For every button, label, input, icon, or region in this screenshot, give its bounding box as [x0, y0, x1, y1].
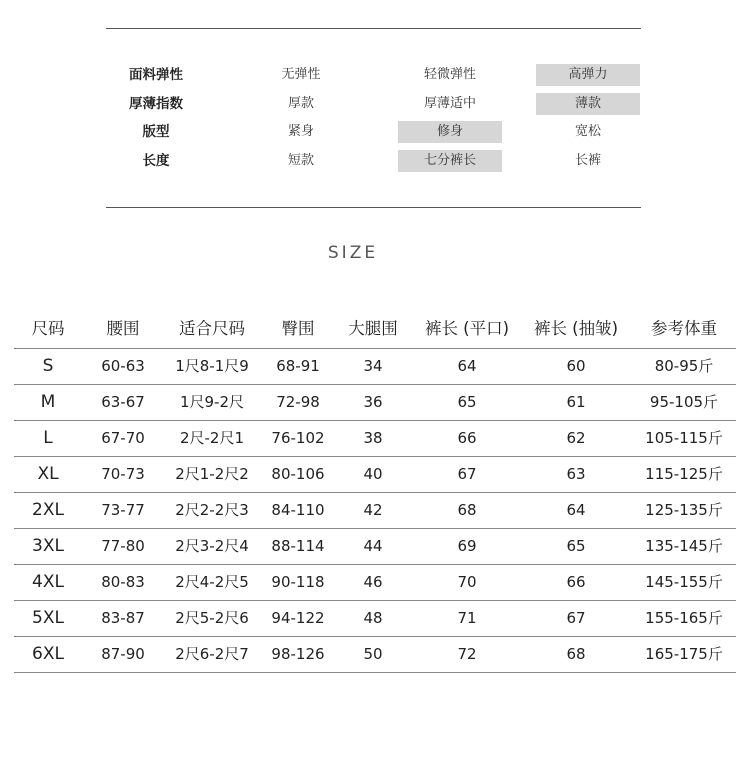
table-cell: 155-165斤	[645, 609, 723, 627]
table-cell: 145-155斤	[645, 573, 723, 591]
table-cell: 88-114	[271, 537, 325, 555]
size-label-cell: 5XL	[32, 608, 64, 628]
attr-option-selected: 高弹力	[536, 64, 640, 86]
table-cell: 46	[363, 573, 383, 591]
table-cell: 72-98	[276, 393, 320, 411]
table-cell: 64	[566, 501, 586, 519]
table-cell: 2尺4-2尺5	[175, 573, 249, 591]
attr-option: 长裤	[574, 152, 601, 168]
table-cell: 34	[363, 357, 383, 375]
table-cell: 83-87	[101, 609, 145, 627]
table-cell: 36	[363, 393, 383, 411]
table-cell: 63	[566, 465, 586, 483]
table-cell: 62	[566, 429, 586, 447]
table-cell: 77-80	[101, 537, 145, 555]
attr-option-selected: 七分裤长	[398, 150, 502, 172]
table-cell: 60-63	[101, 357, 145, 375]
table-cell: 72	[457, 645, 477, 663]
attr-option: 无弹性	[281, 67, 321, 82]
table-cell: 90-118	[271, 573, 325, 591]
size-table-header	[14, 310, 736, 349]
attr-label: 长度	[142, 152, 170, 169]
table-cell: 70-73	[101, 465, 145, 483]
table-cell: 73-77	[101, 501, 145, 519]
attr-label: 版型	[142, 124, 170, 140]
table-cell: 135-145斤	[645, 537, 723, 555]
size-label-cell: XL	[37, 464, 59, 484]
table-cell: 63-67	[101, 393, 145, 411]
table-cell: 80-106	[271, 465, 325, 483]
table-cell: 87-90	[101, 645, 145, 663]
attr-row-length	[106, 147, 641, 176]
table-cell: 115-125斤	[645, 465, 723, 483]
table-cell: 2尺1-2尺2	[175, 465, 249, 483]
table-row	[14, 421, 736, 457]
table-cell: 94-122	[271, 609, 325, 627]
table-cell: 48	[363, 609, 383, 627]
table-cell: 65	[566, 537, 586, 555]
table-cell: 2尺-2尺1	[179, 429, 245, 447]
table-cell: 68	[566, 645, 586, 663]
table-cell: 50	[363, 645, 383, 663]
table-cell: 38	[363, 429, 383, 447]
table-cell: 60	[566, 357, 586, 375]
size-label-cell: S	[42, 356, 54, 376]
table-cell: 66	[457, 429, 477, 447]
table-cell: 68-91	[276, 357, 320, 375]
attr-label: 面料弹性	[129, 67, 183, 83]
size-label-cell: 4XL	[32, 572, 64, 592]
size-title: SIZE	[327, 243, 379, 263]
bottom-divider	[106, 207, 641, 208]
table-row	[14, 457, 736, 493]
table-row	[14, 565, 736, 601]
header-cell: 尺码	[31, 319, 65, 338]
fabric-attributes-table	[106, 61, 641, 175]
table-cell: 80-95斤	[654, 357, 714, 375]
table-row	[14, 601, 736, 637]
table-cell: 76-102	[271, 429, 325, 447]
table-cell: 1尺9-2尺	[179, 393, 245, 411]
table-cell: 44	[363, 537, 383, 555]
attr-row-fit	[106, 118, 641, 147]
table-cell: 68	[457, 501, 477, 519]
attr-option-selected: 薄款	[536, 93, 640, 115]
header-cell: 参考体重	[651, 319, 717, 338]
table-cell: 67	[566, 609, 586, 627]
table-row	[14, 385, 736, 421]
table-cell: 71	[457, 609, 477, 627]
attr-option: 短款	[287, 152, 314, 168]
header-cell: 适合尺码	[179, 319, 245, 338]
table-cell: 65	[457, 393, 477, 411]
table-cell: 67	[457, 465, 477, 483]
table-cell: 2尺5-2尺6	[175, 609, 249, 627]
table-cell: 84-110	[271, 501, 325, 519]
table-cell: 2尺2-2尺3	[175, 501, 249, 519]
size-label-cell: L	[43, 428, 53, 448]
table-row	[14, 349, 736, 385]
size-table-body	[14, 349, 736, 673]
attr-option: 厚薄适中	[423, 95, 476, 111]
table-cell: 2尺3-2尺4	[175, 537, 249, 555]
table-row	[14, 529, 736, 565]
attr-option-selected: 修身	[398, 121, 502, 143]
attr-option: 宽松	[574, 124, 601, 139]
attr-option: 轻微弹性	[423, 67, 476, 82]
attr-option: 紧身	[287, 124, 314, 139]
size-chart-table	[14, 310, 736, 673]
attr-row-thickness	[106, 90, 641, 119]
size-label-cell: 6XL	[32, 644, 64, 664]
table-cell: 98-126	[271, 645, 325, 663]
size-label-cell: 3XL	[32, 536, 64, 556]
table-cell: 61	[566, 393, 586, 411]
table-cell: 70	[457, 573, 477, 591]
attr-row-elasticity	[106, 61, 641, 90]
table-cell: 95-105斤	[649, 393, 719, 411]
table-cell: 80-83	[101, 573, 145, 591]
attr-label: 厚薄指数	[129, 95, 183, 112]
table-cell: 66	[566, 573, 586, 591]
table-row	[14, 637, 736, 673]
table-row	[14, 493, 736, 529]
table-cell: 1尺8-1尺9	[175, 357, 249, 375]
header-cell: 裤长 (抽皱)	[533, 319, 619, 338]
table-cell: 165-175斤	[645, 645, 723, 663]
table-cell: 40	[363, 465, 383, 483]
size-label-cell: M	[40, 392, 56, 412]
table-cell: 67-70	[101, 429, 145, 447]
table-cell: 125-135斤	[645, 501, 723, 519]
table-cell: 2尺6-2尺7	[175, 645, 249, 663]
table-cell: 42	[363, 501, 383, 519]
size-label-cell: 2XL	[32, 500, 64, 520]
header-cell: 裤长 (平口)	[424, 319, 510, 338]
table-cell: 105-115斤	[645, 429, 723, 447]
attr-option: 厚款	[287, 95, 314, 111]
top-divider	[106, 28, 641, 29]
table-cell: 69	[457, 537, 477, 555]
header-cell: 腰围	[106, 319, 140, 338]
header-cell: 臀围	[281, 319, 315, 338]
table-cell: 64	[457, 357, 477, 375]
header-cell: 大腿围	[348, 319, 398, 338]
